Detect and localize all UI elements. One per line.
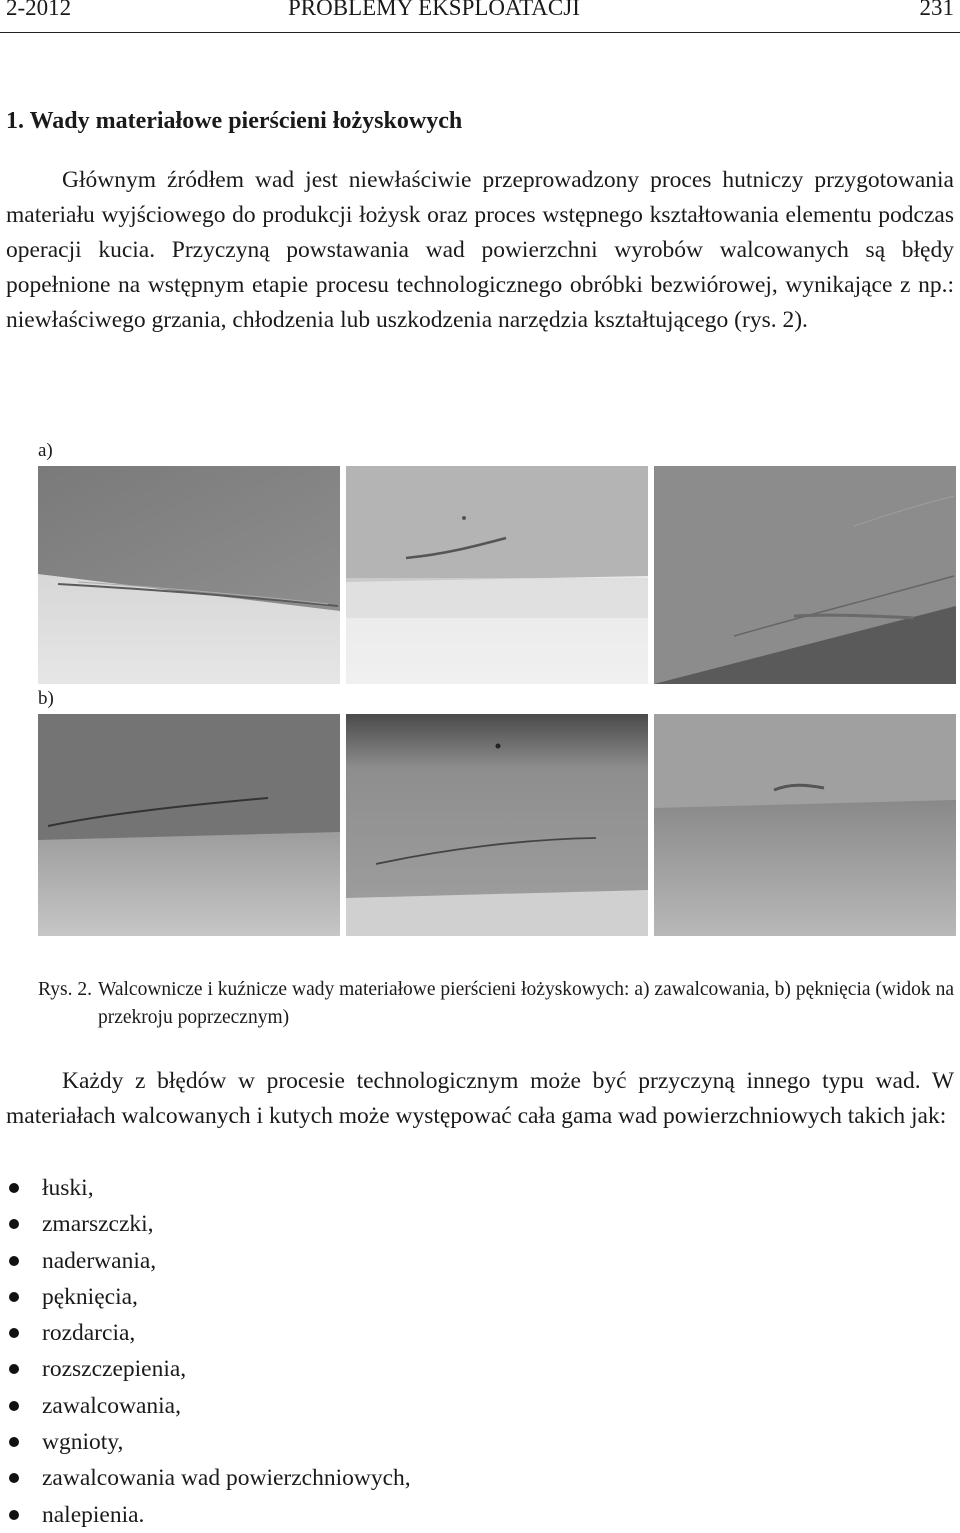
photo-a3 <box>654 466 956 684</box>
photo-b3 <box>654 714 956 936</box>
list-item: łuski, <box>6 1170 411 1206</box>
bullet-icon <box>9 1473 19 1483</box>
list-item: zawalcowania wad powierzchniowych, <box>6 1460 411 1496</box>
bullet-icon <box>9 1219 19 1229</box>
section-title: 1. Wady materiałowe pierścieni łożyskowych <box>6 108 463 134</box>
paragraph-defects: Każdy z błędów w procesie technologicznym może być przyczyną innego typu wad. W materiałach walcowanych i kutych może występować cała gama wad powierzchniowych takich jak: <box>6 1068 954 1129</box>
bullet-icon <box>9 1364 19 1374</box>
bullet-icon <box>9 1292 19 1302</box>
journal-title: PROBLEMY EKSPLOATACJI <box>288 0 580 20</box>
photo-b2 <box>346 714 648 936</box>
bullet-icon <box>9 1401 19 1411</box>
bullet-icon <box>9 1256 19 1266</box>
bullet-icon <box>9 1510 19 1520</box>
list-item: rozszczepienia, <box>6 1351 411 1387</box>
photo-b1 <box>38 714 340 936</box>
caption-text: Walcownicze i kuźnicze wady materiałowe pierścieni łożyskowych: a) zawalcowania, b) pęknięcia (widok na przekroju poprzecznym) <box>98 979 954 1028</box>
list-item: pęknięcia, <box>6 1279 411 1315</box>
list-item: naderwania, <box>6 1243 411 1279</box>
page-number: 231 <box>919 0 954 20</box>
list-item: nalepienia. <box>6 1497 411 1533</box>
page-header <box>0 0 960 33</box>
figure-label-b: b) <box>38 688 54 709</box>
photo-a2 <box>346 466 648 684</box>
issue-number: 2-2012 <box>6 0 72 20</box>
bullet-icon <box>9 1183 19 1193</box>
caption-number: Rys. 2. <box>38 979 92 1000</box>
paragraph-intro: Głównym źródłem wad jest niewłaściwie przeprowadzony proces hutniczy przygotowania materiału wyjściowego do produkcji łożysk oraz proces wstępnego kształtowania elementu podczas operacji kucia. Przyczyną powstawania wad powierzchni wyrobów walcowanych są błędy popełnione na wstępnym etapie procesu technologicznego obróbki bezwiórowej, wynikające z np.: niewłaściwego grzania, chłodzenia lub uszkodzenia narzędzia kształtującego (rys. 2). <box>6 167 954 333</box>
list-item: wgnioty, <box>6 1424 411 1460</box>
defect-list <box>6 1170 411 1533</box>
list-item: rozdarcia, <box>6 1315 411 1351</box>
list-item: zawalcowania, <box>6 1388 411 1424</box>
figure-label-a: a) <box>38 440 53 461</box>
list-item: zmarszczki, <box>6 1206 411 1242</box>
bullet-icon <box>9 1437 19 1447</box>
bullet-icon <box>9 1328 19 1338</box>
photo-a1 <box>38 466 340 684</box>
